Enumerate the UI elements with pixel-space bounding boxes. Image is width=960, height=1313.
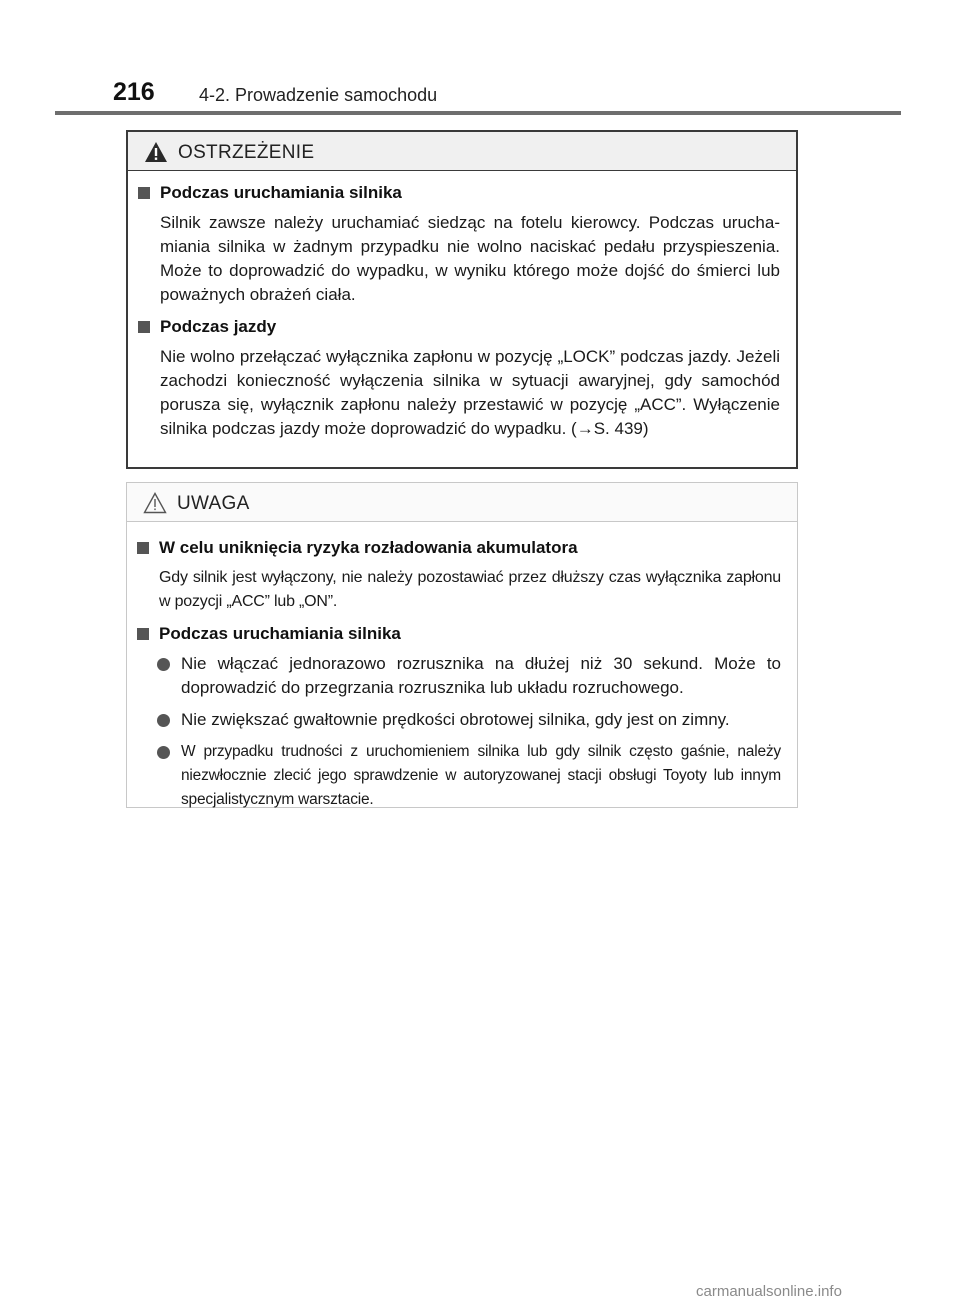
note-bullet-starter: Nie włączać jednorazowo rozrusznika na dłużej niż 30 sekund. Może to doprowadzić do przegrzania rozrusznika lub układu rozruchowego. [135,652,781,700]
note-box [126,482,798,808]
warning-box-header [128,132,796,171]
section-title: 4-2. Prowadzenie samochodu [199,85,438,105]
note-box-header [127,483,797,522]
note-body [127,522,797,812]
watermark: carmanualsonline.info [696,1283,842,1300]
warning-title: OSTRZEŻENIE [178,142,315,163]
note-text-battery: Gdy silnik jest wyłączony, nie należy pozostawiać przez dłuższy czas wyłącznika zapłonu w pozycji „ACC” lub „ON”. [159,569,781,610]
warning-text-driving: Nie wolno przełączać wyłącznika zapłonu w pozycję „LOCK” podczas jazdy. Jeżeli zachodzi konieczność wyłączenia silnika w sytuacji awaryjnej, gdy samochód porusza się, wyłącznik zapłonu należy przestawić w pozycję „ACC”. Wyłączenie silnika podczas jazdy może doprowadzić do wypadku. (→S. 439) [160,347,780,438]
page-number: 216 [113,78,155,106]
warning-box [126,130,798,469]
note-bullet-rpm: Nie zwiększać gwałtownie prędkości obrotowej silnika, gdy jest on zimny. [135,708,781,732]
page-header [0,0,960,120]
note-heading-start: Podczas uruchamiania silnika [135,622,781,646]
warning-triangle-filled-icon [144,141,168,163]
warning-triangle-outline-icon [143,492,167,514]
note-heading-battery: W celu uniknięcia ryzyka rozładowania akumulatora [135,536,781,560]
warning-heading-driving: Podczas jazdy [136,315,780,339]
warning-heading-start: Podczas uruchamiania silnika [136,181,780,205]
warning-text-start: Silnik zawsze należy uruchamiać siedząc na fotelu kierowcy. Podczas uruchamiania silnika w żadnym przypadku nie wolno naciskać pedału przyspieszenia. Może to doprowadzić do wypadku, w wyniku którego może dojść do śmierci lub poważnych obrażeń ciała. [160,213,780,304]
note-bullet-service: W przypadku trudności z uruchomieniem silnika lub gdy silnik często gaśnie, należy niezwłocznie zlecić jego sprawdzenie w autoryzowanej stacji obsługi Toyoty lub innym specjalistycznym warsztacie. [135,740,781,812]
note-title: UWAGA [177,493,250,514]
header-rule [55,111,901,115]
warning-body [128,171,796,441]
